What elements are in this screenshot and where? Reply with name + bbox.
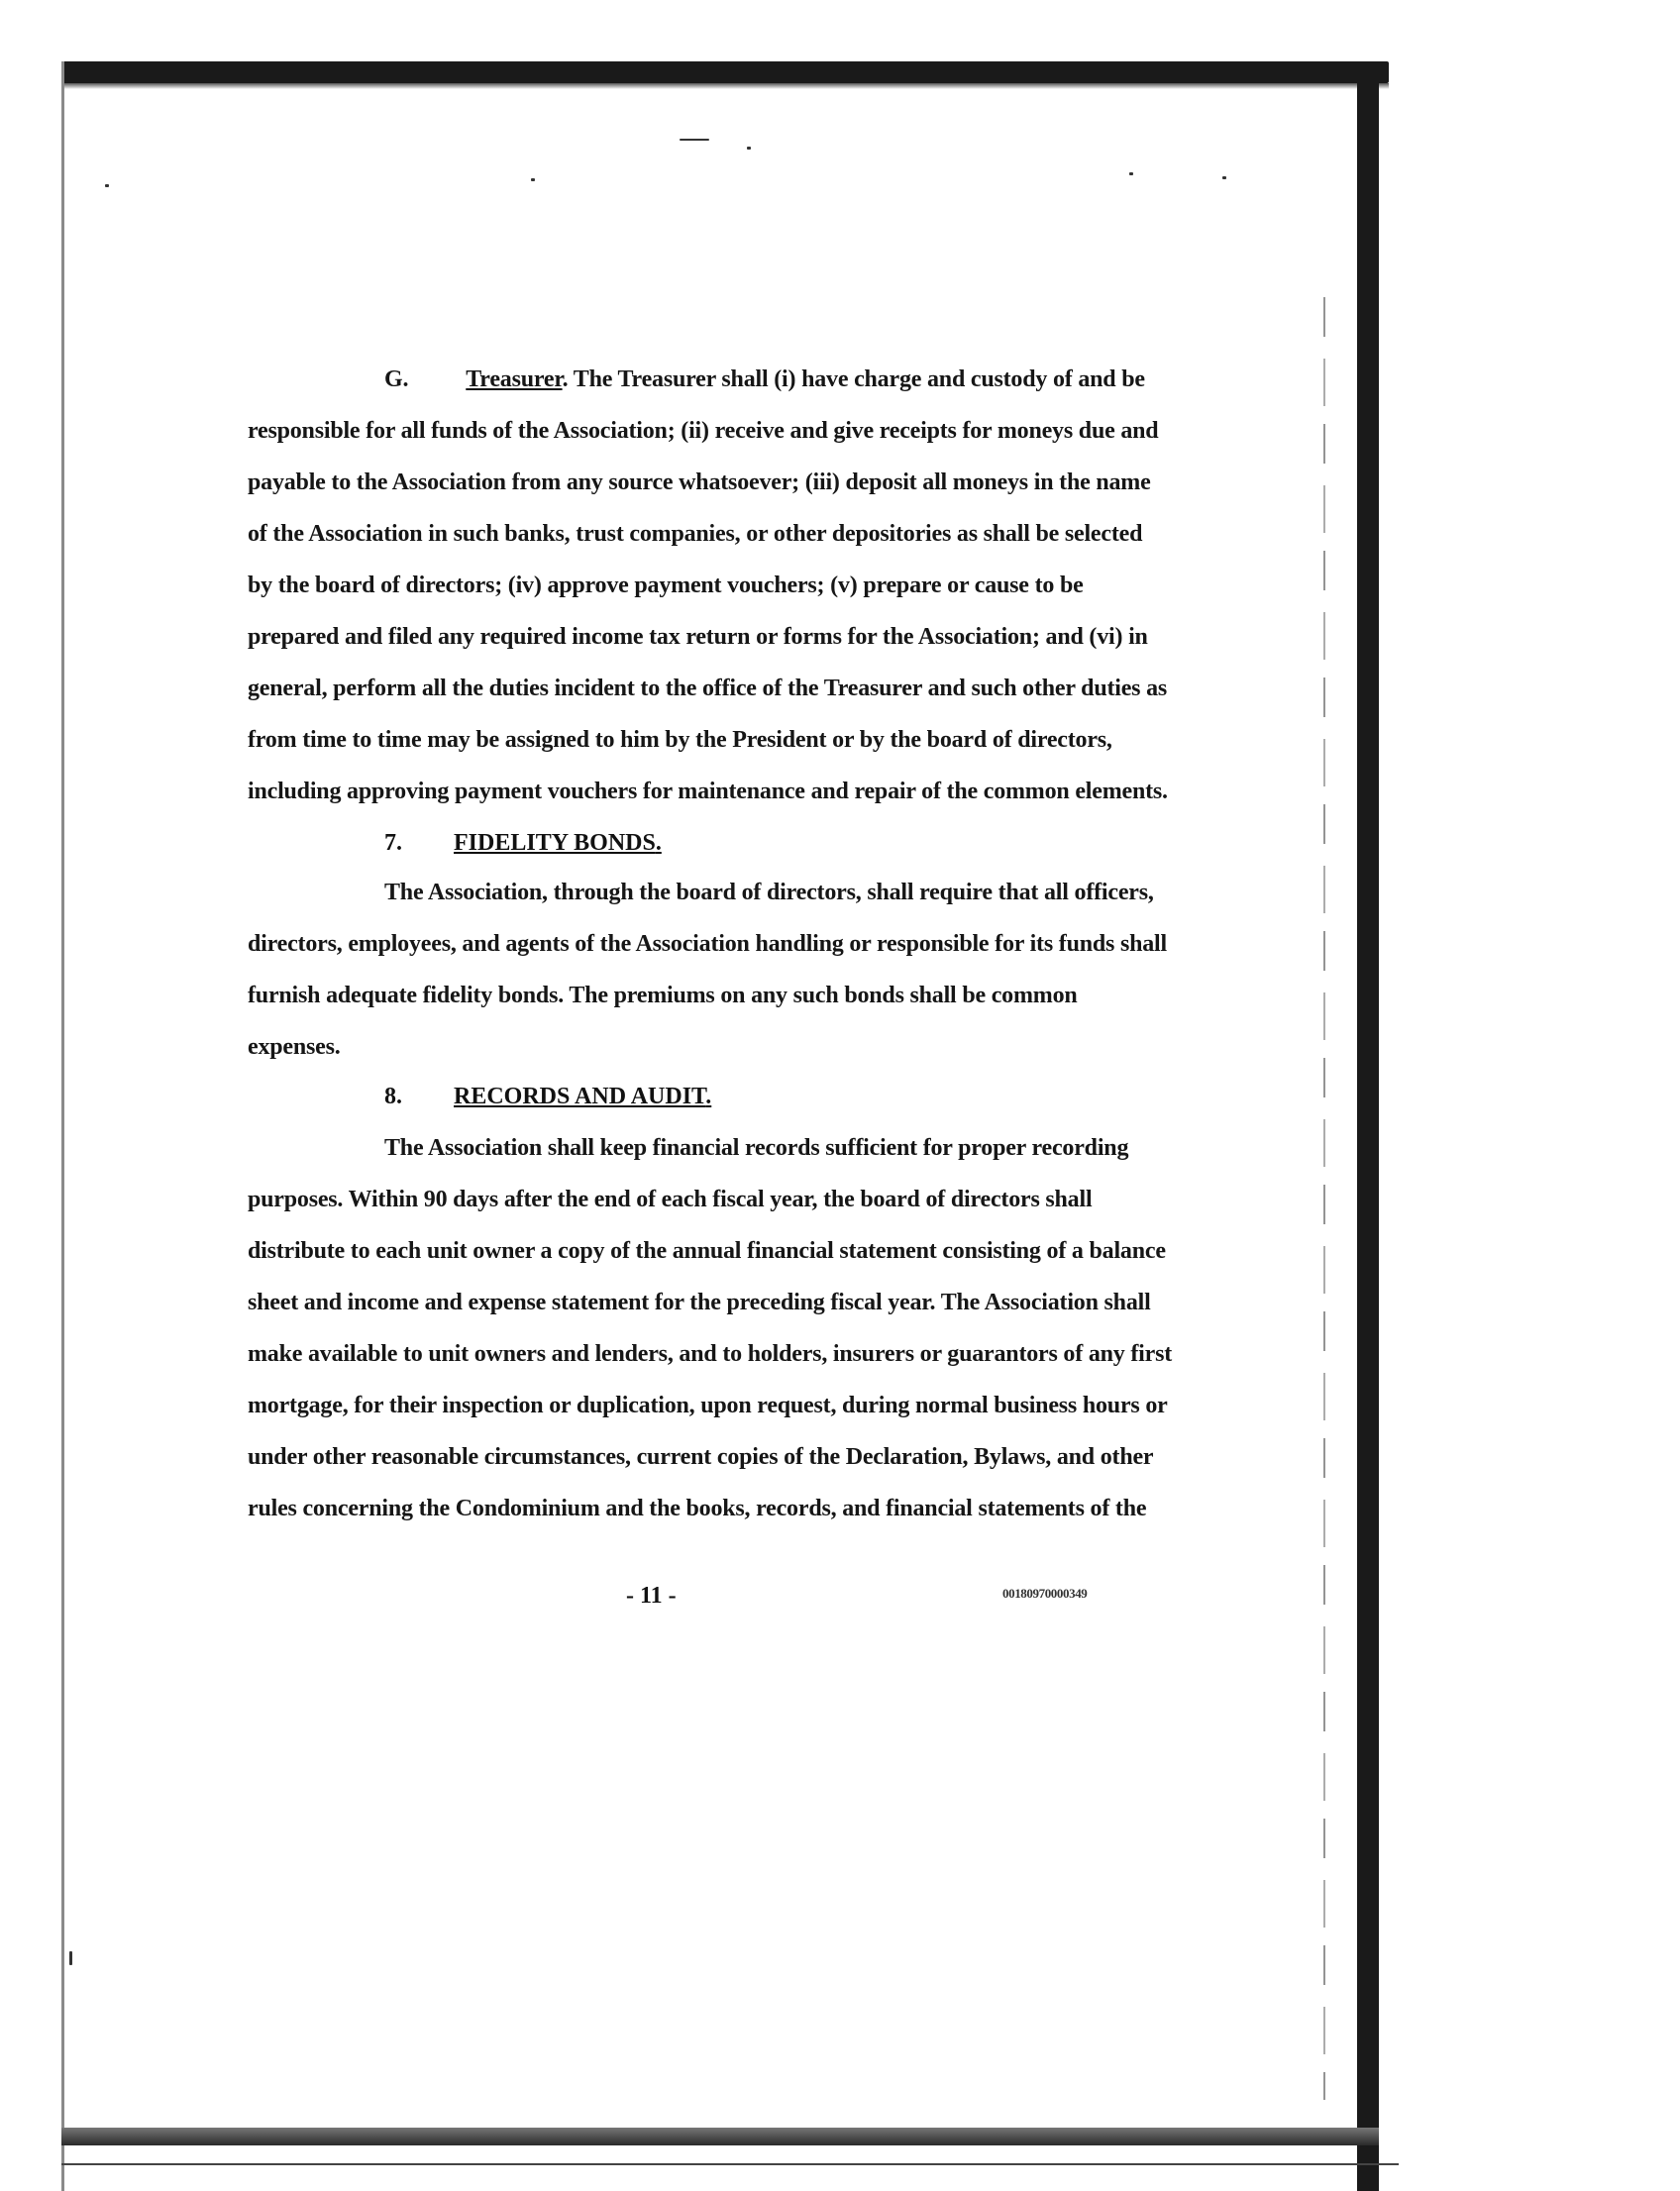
page-number: - 11 - bbox=[626, 1583, 677, 1609]
section-8-line: sheet and income and expense statement for the preceding fiscal year. The Association shall bbox=[248, 1290, 1151, 1315]
paragraph-g-line: including approving payment vouchers for maintenance and repair of the common elements. bbox=[248, 779, 1168, 804]
section-8-line: rules concerning the Condominium and the books, records, and financial statements of the bbox=[248, 1496, 1147, 1521]
section-7-title: FIDELITY BONDS. bbox=[454, 830, 662, 856]
section-7-line: The Association, through the board of directors, shall require that all officers, bbox=[384, 880, 1154, 905]
section-8-line: distribute to each unit owner a copy of the annual financial statement consisting of a balance bbox=[248, 1238, 1166, 1264]
section-7-title-text: FIDELITY BONDS bbox=[454, 830, 656, 856]
paragraph-g-line: by the board of directors; (iv) approve payment vouchers; (v) prepare or cause to be bbox=[248, 573, 1084, 598]
paragraph-g-line: of the Association in such banks, trust companies, or other depositories as shall be selected bbox=[248, 521, 1143, 547]
section-8-number: 8. bbox=[384, 1084, 402, 1109]
section-8-title-text: RECORDS AND AUDIT bbox=[454, 1084, 706, 1109]
section-7-line: directors, employees, and agents of the Association handling or responsible for its funds shall bbox=[248, 931, 1167, 957]
section-7-number: 7. bbox=[384, 830, 402, 856]
section-7-line: furnish adequate fidelity bonds. The premiums on any such bonds shall be common bbox=[248, 983, 1078, 1008]
paragraph-g-first-line bbox=[384, 365, 1145, 394]
document-code: 00180970000349 bbox=[1002, 1586, 1088, 1601]
paragraph-g-line: prepared and filed any required income tax return or forms for the Association; and (vi) in bbox=[248, 624, 1148, 650]
paragraph-g-line: general, perform all the duties incident to the office of the Treasurer and such other duties as bbox=[248, 676, 1168, 701]
section-7-line: expenses. bbox=[248, 1034, 341, 1060]
section-8-title: RECORDS AND AUDIT. bbox=[454, 1084, 712, 1109]
paragraph-g-line: payable to the Association from any source whatsoever; (iii) deposit all moneys in the name bbox=[248, 470, 1151, 495]
section-8-line: make available to unit owners and lenders, and to holders, insurers or guarantors of any first bbox=[248, 1341, 1173, 1367]
section-8-line: The Association shall keep financial records sufficient for proper recording bbox=[384, 1135, 1129, 1161]
paragraph-g-label: G. bbox=[384, 366, 409, 392]
section-8-line: purposes. Within 90 days after the end of each fiscal year, the board of directors shall bbox=[248, 1187, 1093, 1212]
section-8-line: under other reasonable circumstances, current copies of the Declaration, Bylaws, and other bbox=[248, 1444, 1154, 1470]
paragraph-g-line1-text: . The Treasurer shall (i) have charge and custody of and be bbox=[562, 366, 1145, 392]
section-8-line: mortgage, for their inspection or duplication, upon request, during normal business hours or bbox=[248, 1393, 1168, 1418]
paragraph-g-line: responsible for all funds of the Association; (ii) receive and give receipts for moneys due and bbox=[248, 418, 1159, 444]
paragraph-g-line: from time to time may be assigned to him by the President or by the board of directors, bbox=[248, 727, 1112, 753]
paragraph-g-title: Treasurer bbox=[466, 366, 563, 392]
